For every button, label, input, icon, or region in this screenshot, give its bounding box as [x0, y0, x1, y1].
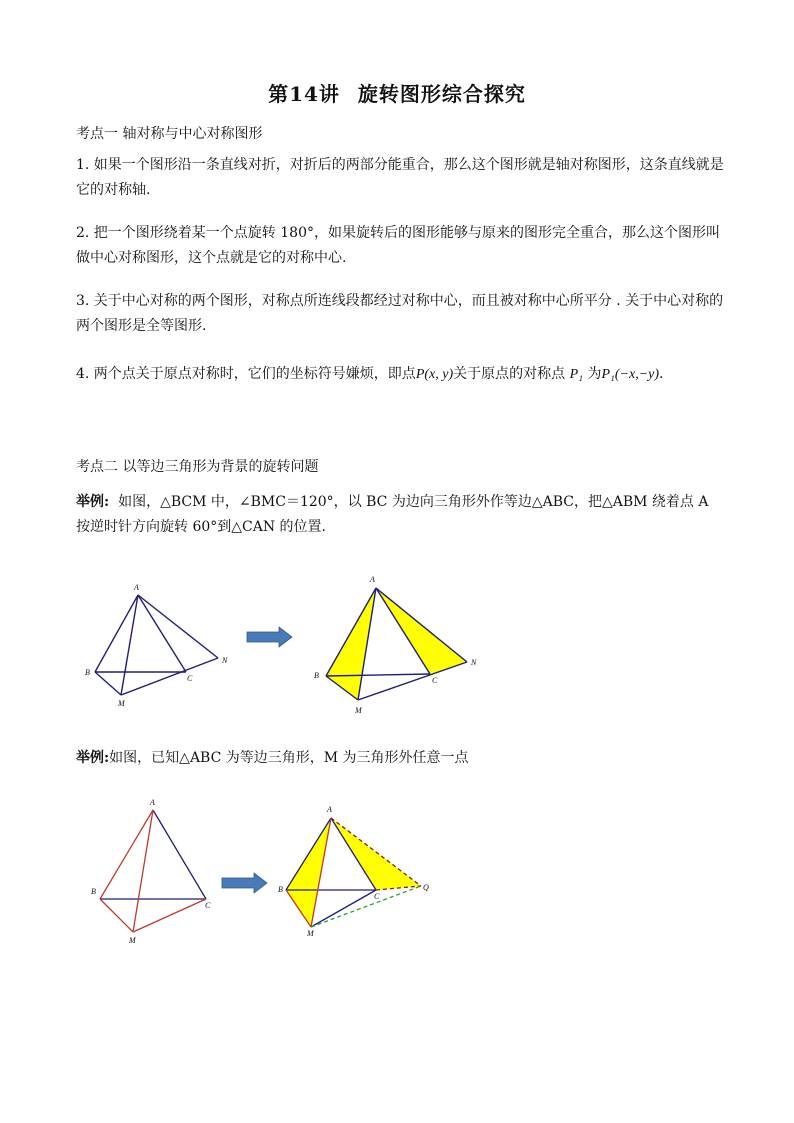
- example2-label: 举例:: [76, 750, 110, 766]
- figure-equilateral-before: [88, 794, 218, 946]
- lecture-number: 第14讲: [268, 82, 340, 106]
- example1: [76, 490, 724, 540]
- label-m: M: [307, 929, 314, 938]
- label-m: M: [118, 699, 125, 708]
- label-b: B: [278, 885, 283, 894]
- label-n: N: [222, 656, 228, 665]
- edge-mn: [121, 658, 218, 695]
- section1-heading: 考点一 轴对称与中心对称图形: [76, 126, 263, 142]
- edge-an: [138, 595, 218, 658]
- figure-rotation-before: [80, 578, 230, 710]
- edge-bm: [95, 672, 121, 695]
- example2: [76, 746, 724, 771]
- arrow-right-icon: [220, 872, 270, 894]
- label-c: C: [187, 674, 193, 683]
- example1-label: 举例:: [76, 494, 110, 510]
- fill-abm: [326, 588, 376, 700]
- label-n: N: [471, 658, 477, 667]
- label-m: M: [355, 706, 362, 715]
- label-b: B: [85, 668, 90, 677]
- section1-item-3: 3. 关于中心对称的两个图形，对称点所连线段都经过对称中心，而且被对称中心所平分 . 关于中心对称的两个图形是全等图形.: [76, 293, 724, 334]
- page-title: [0, 78, 794, 107]
- figure-rotation-after: [312, 572, 492, 718]
- section2-heading: 考点二 以等边三角形为背景的旋转问题: [76, 459, 319, 475]
- point-p1-coord: P₁(−x,−y): [601, 367, 660, 382]
- arrow-right-icon: [245, 626, 295, 648]
- label-m: M: [129, 936, 136, 945]
- label-b: B: [314, 671, 319, 680]
- label-a: A: [134, 583, 139, 592]
- label-q: Q: [423, 883, 429, 892]
- label-b: B: [91, 887, 96, 896]
- label-c: C: [432, 676, 438, 685]
- point-p1: P₁: [569, 367, 583, 382]
- example1-text: 如图，△BCM 中，∠BMC＝120°，以 BC 为边向三角形外作等边△ABC，把△ABM 绕着点 A 按逆时针方向旋转 60°到△CAN 的位置.: [76, 494, 709, 535]
- section1-item-2: 2. 把一个图形绕着某一个点旋转 180°，如果旋转后的图形能够与原来的图形完全重合，那么这个图形叫做中心对称图形，这个点就是它的对称中心.: [76, 225, 720, 266]
- label-c: C: [374, 892, 380, 901]
- lecture-name: 旋转图形综合探究: [357, 82, 526, 106]
- edge-ac: [138, 595, 186, 672]
- example2-text: 如图，已知△ABC 为等边三角形，M 为三角形外任意一点: [109, 750, 469, 766]
- label-a: A: [370, 575, 375, 584]
- label-c: C: [205, 901, 211, 910]
- section1-item-4: 4. 两个点关于原点对称时，它们的坐标符号嫌烦，即点P(x, y)关于原点的对称点 P₁ 为P₁(−x,−y).: [76, 366, 664, 382]
- label-a: A: [327, 805, 332, 814]
- figure-equilateral-after: [278, 800, 438, 940]
- label-a: A: [150, 798, 155, 807]
- fill-abm: [286, 818, 331, 927]
- point-p: P(x, y): [415, 367, 454, 382]
- section1-item-1: 1. 如果一个图形沿一条直线对折，对折后的两部分能重合，那么这个图形就是轴对称图形，这条直线就是它的对称轴.: [76, 157, 724, 198]
